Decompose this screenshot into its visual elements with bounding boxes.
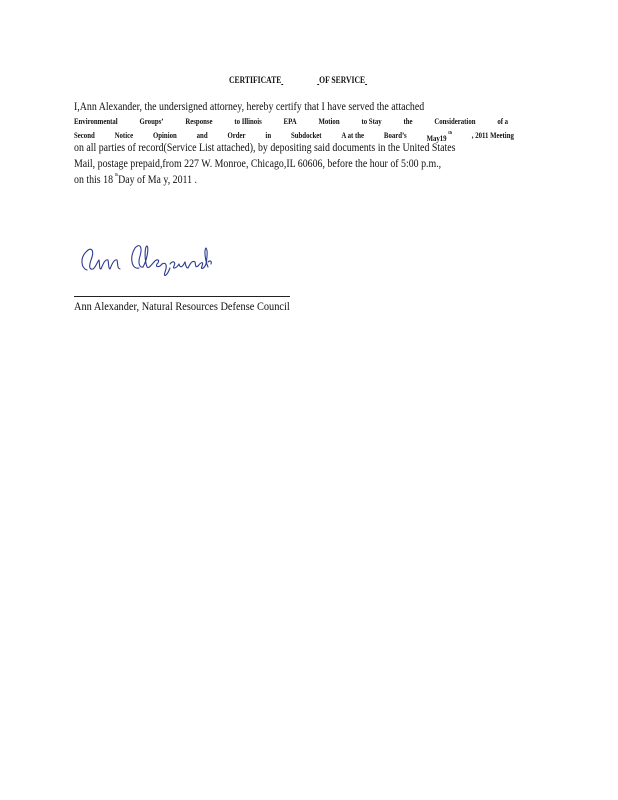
line2-word: the (403, 117, 413, 126)
document-title (229, 75, 365, 85)
line3-word: A at the (341, 131, 365, 140)
line3-word: Order (227, 131, 246, 140)
signature-line (74, 296, 290, 297)
line3-word: and (196, 131, 208, 140)
line2-word: of a (497, 117, 509, 126)
line3-word: Subdocket (290, 131, 322, 140)
line2-word: to Stay (361, 117, 382, 126)
signer-name: Ann Alexander, Natural Resources Defense Council (74, 301, 290, 313)
line2-word: EPA (283, 117, 297, 126)
body-line-6 (74, 173, 197, 186)
line3-word: Opinion (152, 131, 177, 140)
line3-word: Second (74, 131, 95, 140)
handwritten-signature (77, 240, 212, 280)
date-superscript: th (114, 173, 119, 178)
body-line-4: on all parties of record(Service List attached), by depositing said documents in the United States (74, 142, 456, 154)
meeting-date-superscript: th (448, 131, 452, 136)
line2-word: Environmental (74, 117, 118, 126)
body-line-2 (74, 117, 508, 126)
line3-word: Notice (114, 131, 134, 140)
line3-tail: , 2011 Meeting (471, 131, 514, 140)
line3-word: Board’s (383, 131, 407, 140)
line2-word: Motion (318, 117, 340, 126)
title-certificate: CERTIFICATE (229, 75, 282, 85)
line2-word: Consideration (434, 117, 476, 126)
line2-word: to Illinois (234, 117, 262, 126)
date-suffix: Day of Ma y, 2011 . (118, 174, 198, 186)
line2-word: Response (185, 117, 213, 126)
body-line-5: Mail, postage prepaid,from 227 W. Monroe, Chicago,IL 60606, before the hour of 5:00 p.m., (74, 158, 442, 170)
date-prefix: on this 18 (74, 174, 114, 186)
line3-word: May19th (426, 131, 452, 143)
line2-word: Groups’ (139, 117, 164, 126)
title-of-service: OF SERVICE (319, 75, 366, 85)
body-line-1: I,Ann Alexander, the undersigned attorney, hereby certify that I have served the attached (74, 101, 425, 113)
line3-word: in (265, 131, 272, 140)
